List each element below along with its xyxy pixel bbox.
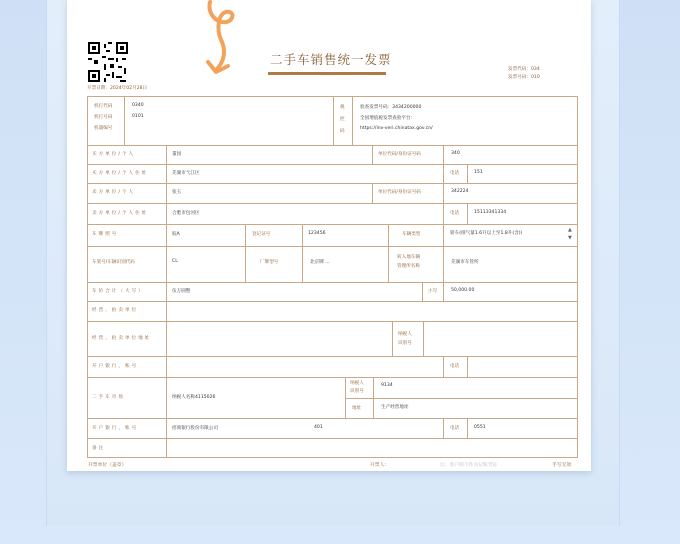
tax-label-1: 税: [340, 105, 345, 110]
unit-code-value-2: 342224: [451, 189, 469, 194]
dmv-value: 芜湖市车管所: [451, 260, 479, 265]
tax-text-3: https://inv-veri.chinatax.gov.cn/: [360, 126, 433, 131]
col-divider: [443, 164, 444, 183]
col-divider: [302, 224, 303, 282]
col-divider: [166, 145, 167, 458]
row-divider: [87, 377, 578, 378]
col-divider: [422, 282, 423, 301]
scroll-down-icon[interactable]: ▼: [568, 235, 572, 241]
dmv-label-1: 转入地车辆: [397, 255, 420, 260]
col-divider: [392, 321, 393, 356]
col-divider: [372, 183, 373, 203]
row-divider: [87, 418, 578, 419]
remark-label: 备注: [92, 446, 106, 451]
price-small-label: 小写: [428, 289, 438, 294]
brand-label: 厂牌型号: [260, 260, 279, 265]
row-divider: [87, 145, 578, 146]
col-divider: [443, 356, 444, 377]
footer-issuer: 开票单位（盖章）: [88, 463, 127, 468]
col-divider: [443, 183, 444, 203]
title-underline: [268, 72, 386, 75]
seller-phone-label: 电话: [450, 211, 460, 216]
tax-text-1: 验查发票号码：3434200000: [360, 105, 422, 110]
col-divider: [124, 96, 125, 145]
market-address-label: 地址: [352, 406, 362, 411]
market-taxpayer-value: 9134: [381, 383, 393, 388]
bank-value: 招商银行股份有限公司: [172, 426, 218, 431]
buyer-label: 买方单位/个人: [92, 152, 136, 157]
invoice-code: 发票代码：034: [508, 67, 540, 72]
registration-value: 123456: [308, 231, 326, 236]
unit-code-label-2: 单位代码/身份证号码: [378, 190, 421, 195]
col-divider: [345, 377, 346, 418]
taxpayer-id-label-1: 纳税人: [398, 332, 412, 337]
col-divider: [443, 203, 444, 224]
col-divider: [443, 224, 444, 282]
vehicle-type-label: 车辆类型: [402, 232, 421, 237]
price-upper-value: 伍万圆整: [172, 289, 191, 294]
market-address-value: 生产经营地址: [381, 405, 409, 410]
row-divider: [87, 356, 578, 357]
unit-code-value-1: 340: [451, 151, 460, 156]
taxpayer-id-label-2: 识别号: [398, 341, 412, 346]
col-divider: [388, 224, 389, 282]
vin-value: CL: [172, 259, 178, 264]
seller-label: 卖方单位/个人: [92, 190, 136, 195]
issue-date: 开票日期：2024年02月28日: [87, 86, 148, 91]
scroll-up-icon[interactable]: ▲: [568, 227, 572, 233]
unit-code-label-1: 单位代码/身份证号码: [378, 152, 421, 157]
market-taxpayer-label-1: 纳税人: [350, 381, 364, 386]
col-divider: [467, 356, 468, 377]
row-divider: [87, 203, 578, 204]
phone-label-3: 电话: [450, 364, 460, 369]
brand-value: 北京牌 ...: [310, 260, 330, 265]
registration-label: 登记证号: [252, 232, 271, 237]
row-divider: [345, 398, 578, 399]
vehicle-type-value: 轿车(排气量1.6升以上至1.8升(含)): [450, 231, 523, 236]
row-divider: [87, 282, 578, 283]
machine-no-value: 0101: [132, 114, 144, 119]
col-divider: [443, 145, 444, 164]
market-label: 二手车市场: [92, 395, 125, 400]
row-divider: [87, 224, 578, 225]
col-divider: [423, 321, 424, 356]
tax-label-3: 码: [340, 129, 345, 134]
machine-code-value: 0340: [132, 103, 144, 108]
tax-text-2: 全国增值税发票查验平台：: [360, 116, 416, 121]
bank-account-value: 401: [314, 425, 323, 430]
plate-label: 车牌照号: [92, 232, 119, 237]
tax-label-2: 控: [340, 117, 345, 122]
col-divider: [372, 145, 373, 164]
col-divider: [443, 418, 444, 438]
footer-note: 注：客户联不作为记账凭证: [440, 463, 498, 468]
row-divider: [87, 321, 578, 322]
col-divider: [467, 203, 468, 224]
buyer-phone-value: 151: [474, 170, 483, 175]
row-divider: [87, 438, 578, 439]
row-divider: [87, 301, 578, 302]
footer-drawer: 开票人：: [370, 463, 390, 468]
col-divider: [333, 96, 334, 145]
invoice-table: [87, 96, 578, 458]
row-divider: [87, 246, 578, 247]
qr-code-icon: [88, 42, 128, 82]
price-label: 车价合计（大写）: [92, 289, 145, 294]
auction-address-label: 经营、拍卖单位地址: [92, 336, 152, 341]
machine-id-label: 机器编号: [94, 126, 113, 131]
machine-no-label: 机打号码: [94, 115, 113, 120]
invoice-number: 发票号码：010: [508, 75, 540, 80]
auction-label: 经营、拍卖单位: [92, 308, 139, 313]
buyer-address-value: 芜湖市弋江区: [172, 171, 200, 176]
invoice-title: 二手车销售统一发票: [270, 52, 392, 67]
footer-handwrite: 手写无效: [552, 463, 572, 468]
seller-value: 张玉: [172, 190, 182, 195]
seller-address-label: 卖方单位/个人住址: [92, 211, 149, 216]
col-divider: [373, 377, 374, 418]
col-divider: [245, 224, 246, 282]
col-divider: [467, 164, 468, 183]
hand-drawn-arrow-icon: [200, 0, 250, 80]
plate-value: 皖A: [172, 232, 180, 237]
market-value: 纳税人名称4115026: [172, 395, 216, 400]
buyer-address-label: 买方单位/个人住址: [92, 171, 149, 176]
dmv-label-2: 管理所名称: [397, 264, 420, 269]
seller-address-value: 合肥市包河区: [172, 211, 200, 216]
market-taxpayer-label-2: 识别号: [350, 389, 364, 394]
col-divider: [443, 282, 444, 301]
col-divider: [352, 96, 353, 145]
row-divider: [87, 183, 578, 184]
bank-label-1: 开户银行、账号: [92, 364, 139, 369]
market-phone-value: 0551: [474, 425, 486, 430]
row-divider: [87, 164, 578, 165]
buyer-phone-label: 电话: [450, 171, 460, 176]
phone-label-4: 电话: [450, 426, 460, 431]
machine-code-label: 机打代码: [94, 104, 113, 109]
buyer-value: 董园: [172, 152, 182, 157]
seller-phone-value: 15113341334: [474, 210, 507, 215]
vin-label: 车架号/车辆识别代码: [92, 260, 135, 265]
price-small-value: 50,000.00: [451, 288, 475, 293]
col-divider: [467, 418, 468, 438]
bank-label-2: 开户银行、账号: [92, 426, 139, 431]
